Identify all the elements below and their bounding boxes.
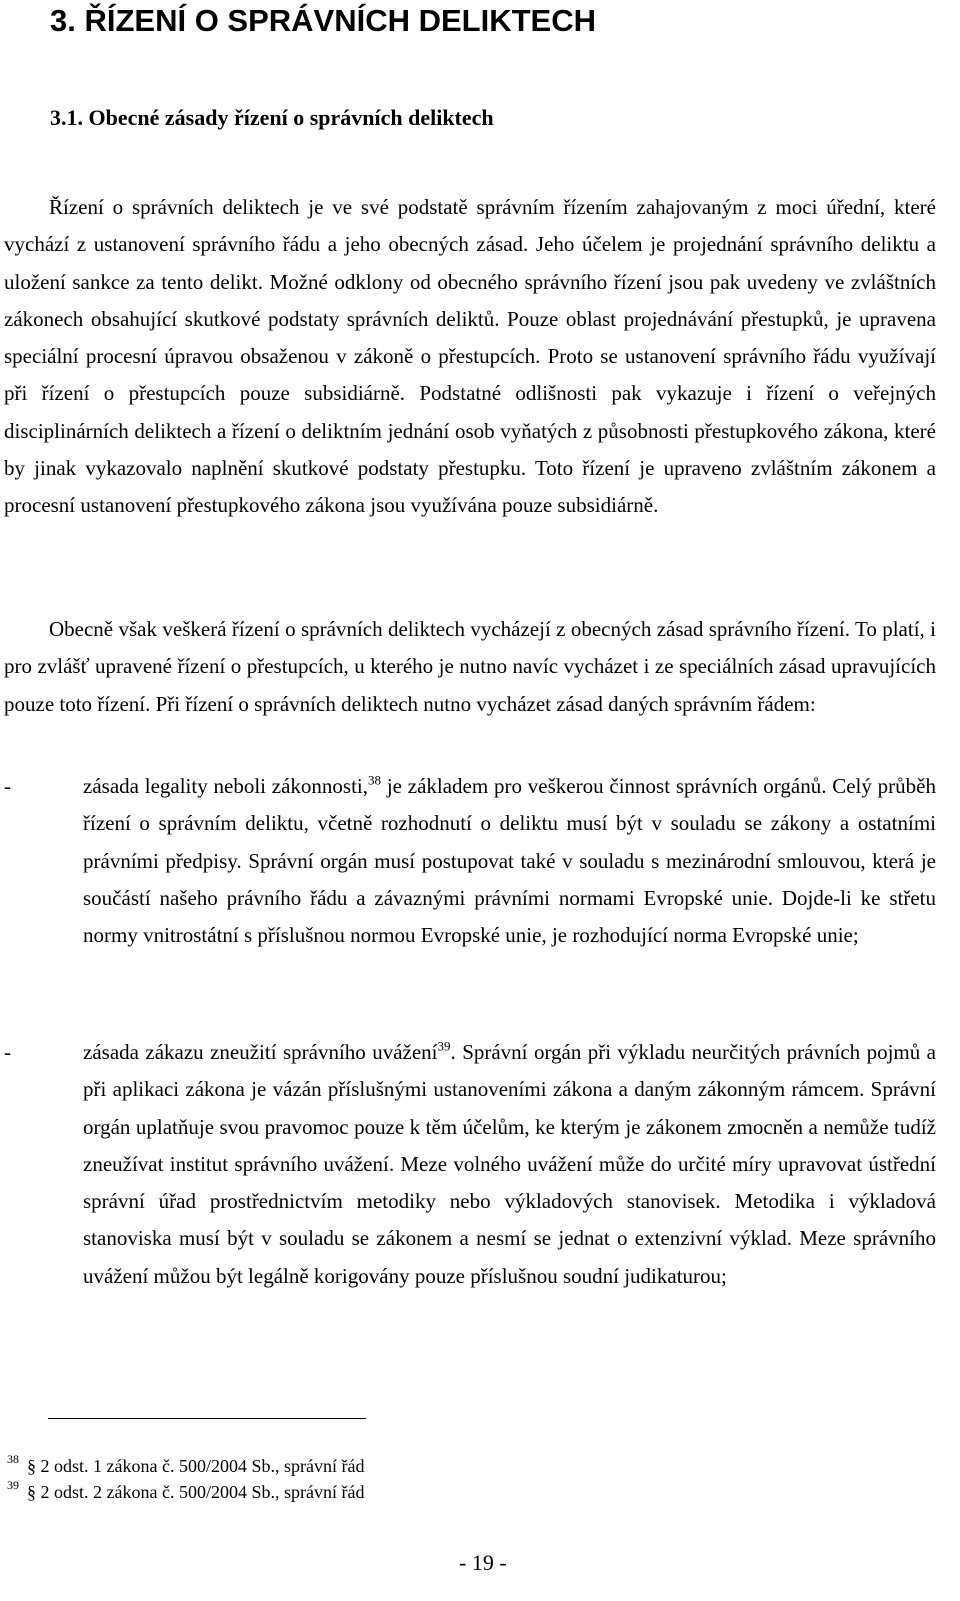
footnote-number: 38 [7, 1452, 19, 1466]
bullet-dash: - [4, 1040, 11, 1064]
bullet-lead: zásada zákazu zneužití správního uvážení [83, 1040, 438, 1064]
page-number: - 19 - [459, 1550, 507, 1575]
section-heading: 3.1. Obecné zásady řízení o správních deliktech [50, 105, 494, 130]
bullet-dash: - [4, 774, 11, 798]
footnote-separator [48, 1418, 366, 1419]
footnote-text: § 2 odst. 1 zákona č. 500/2004 Sb., správní řád [27, 1456, 365, 1476]
footnote-reference[interactable]: 38 [368, 772, 382, 788]
footnote-reference[interactable]: 39 [437, 1038, 451, 1054]
bullet-body: je základem pro veškerou činnost správních orgánů. Celý průběh řízení o správním deliktu, včetně rozhodnutí o deliktu musí být v souladu se zákony a ostatními právními předpisy. Správní orgán musí postupovat také v souladu s mezinárodní smlouvou, která je součástí našeho právního řádu a závaznými právními normami Evropské unie. Dojde-li ke střetu normy vnitrostátní s příslušnou normou Evropské unie, je rozhodující norma Evropské unie; [83, 774, 936, 948]
footnote-number: 39 [7, 1478, 19, 1492]
footnote-text: § 2 odst. 2 zákona č. 500/2004 Sb., správní řád [27, 1482, 365, 1502]
paragraph-2: Obecně však veškerá řízení o správních deliktech vycházejí z obecných zásad správního řízení. To platí, i pro zvlášť upravené řízení o přestupcích, u kterého je nutno navíc vycházet i ze speciálních zásad upravujících pouze toto řízení. Při řízení o správních deliktech nutno vycházet zásad daných správním řádem: [4, 617, 936, 716]
footnote-39 [7, 1474, 364, 1503]
bullet-item-discretion [4, 1034, 936, 1295]
paragraph-1: Řízení o správních deliktech je ve své podstatě správním řízením zahajovaným z moci úřední, které vychází z ustanovení správního řádu a jeho obecných zásad. Jeho účelem je projednání správního deliktu a uložení sankce za tento delikt. Možné odklony od obecného správního řízení jsou pak uvedeny ve zvláštních zákonech obsahující skutkové podstaty správních deliktů. Pouze oblast projednávání přestupků, je upravena speciální procesní úpravou obsaženou v zákoně o přestupcích. Proto se ustanovení správního řádu využívají při řízení o přestupcích pouze subsidiárně. Podstatné odlišnosti pak vykazuje i řízení o veřejných disciplinárních deliktech a řízení o deliktním jednání osob vyňatých z působnosti přestupkového zákona, které by jinak vykazovalo naplnění skutkové podstaty přestupku. Toto řízení je upraveno zvláštním zákonem a procesní ustanovení přestupkového zákona jsou využívána pouze subsidiárně. [4, 195, 936, 518]
bullet-item-legality [4, 768, 936, 954]
bullet-lead: zásada legality neboli zákonnosti, [83, 774, 369, 798]
chapter-heading: 3. ŘÍZENÍ O SPRÁVNÍCH DELIKTECH [50, 3, 596, 38]
footnote-38 [7, 1448, 364, 1477]
bullet-body: . Správní orgán při výkladu neurčitých právních pojmů a při aplikaci zákona je vázán příslušnými ustanoveními zákona a daným zákonným rámcem. Správní orgán uplatňuje svou pravomoc pouze k těm účelům, ke kterým je zákonem zmocněn a nemůže tudíž zneužívat institut správního uvážení. Meze volného uvážení může do určité míry upravovat ústřední správní úřad prostřednictvím metodiky nebo výkladových stanovisek. Metodika i výkladová stanoviska musí být v souladu se zákonem a nesmí se jednat o extenzivní výklad. Meze správního uvážení můžou být legálně korigovány pouze příslušnou soudní judikaturou; [83, 1040, 936, 1288]
